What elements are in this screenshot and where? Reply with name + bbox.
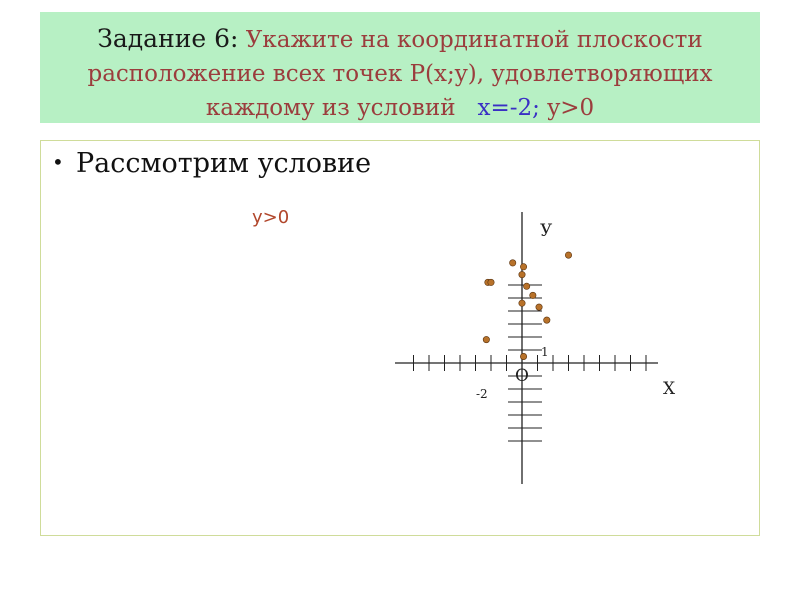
point <box>523 283 529 289</box>
condition-x: x=-2; <box>477 95 540 121</box>
axes <box>395 212 658 484</box>
unit-label: 1 <box>541 345 549 359</box>
point <box>520 264 526 270</box>
point <box>510 260 516 266</box>
point <box>520 353 526 359</box>
origin-label: O <box>515 366 529 386</box>
point <box>530 292 536 298</box>
bullet-dot-icon: • <box>52 150 64 174</box>
condition-label: y>0 <box>252 207 290 228</box>
task-description-3: каждому из условий <box>205 95 456 121</box>
y-axis-label: У <box>540 221 553 241</box>
task-description-1: Укажите на координатной плоскости <box>245 27 703 53</box>
minus-two-label: -2 <box>476 387 488 401</box>
point <box>519 300 525 306</box>
points <box>483 252 572 360</box>
point <box>536 304 542 310</box>
task-description-2: расположение всех точек P(x;y), удовлетворяющих <box>87 61 713 87</box>
condition-y: y>0 <box>547 95 595 121</box>
point <box>483 336 489 342</box>
bullet-text: Рассмотрим условие <box>76 148 372 179</box>
point <box>488 279 494 285</box>
point <box>544 317 550 323</box>
task-number: Задание 6: <box>97 24 239 53</box>
x-axis-label: X <box>663 379 676 399</box>
point <box>519 271 525 277</box>
point <box>565 252 571 258</box>
